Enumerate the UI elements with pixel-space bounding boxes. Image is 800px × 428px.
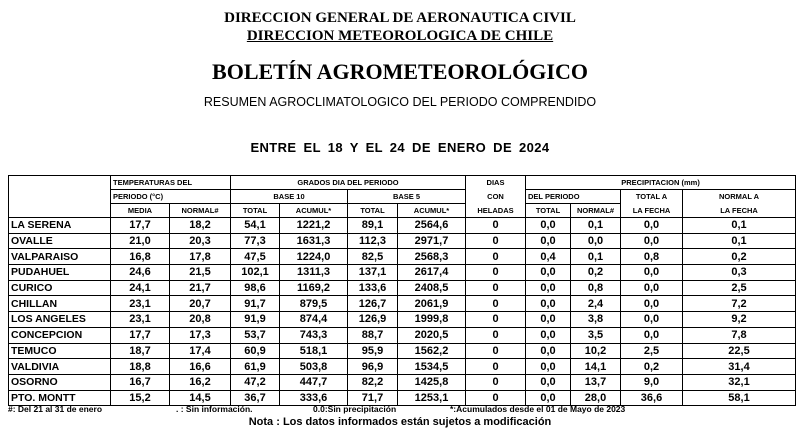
table-row [9,296,796,312]
table-cell: 2061,9 [398,296,466,312]
table-row [9,265,796,281]
table-cell: 1311,3 [280,265,348,281]
header-con: CON [466,190,526,204]
table-cell: 0,1 [683,233,796,249]
table-cell: 0,0 [526,280,571,296]
table-cell: 71,7 [348,390,398,406]
station-name: LOS ANGELES [9,312,111,328]
table-cell: 24,6 [111,265,170,281]
header-grados-dia: GRADOS DIA DEL PERIODO [231,176,466,190]
table-cell: 0,0 [526,312,571,328]
table-cell: 21,5 [170,265,231,281]
table-cell: 10,2 [571,343,621,359]
table-cell: 20,8 [170,312,231,328]
col-total-precip: TOTAL [526,204,571,218]
table-cell: 2617,4 [398,265,466,281]
table-cell: 3,8 [571,312,621,328]
table-cell: 0,4 [526,249,571,265]
table-cell: 102,1 [231,265,280,281]
table-cell: 1999,8 [398,312,466,328]
table-cell: 503,8 [280,359,348,375]
table-row [9,218,796,234]
agroclimate-table [8,175,796,406]
table-cell: 2,5 [683,280,796,296]
table-cell: 14,5 [170,390,231,406]
table-cell: 58,1 [683,390,796,406]
table-cell: 16,6 [170,359,231,375]
table-cell: 0,3 [683,265,796,281]
table-cell: 112,3 [348,233,398,249]
table-row [9,374,796,390]
table-cell: 0 [466,249,526,265]
table-cell: 53,7 [231,327,280,343]
table-row [9,233,796,249]
table-cell: 16,8 [111,249,170,265]
station-name: VALPARAISO [9,249,111,265]
table-cell: 2564,6 [398,218,466,234]
table-cell: 17,7 [111,327,170,343]
table-cell: 21,7 [170,280,231,296]
table-cell: 96,9 [348,359,398,375]
footer-nota: Nota : Los datos informados están sujetos a modificación [248,416,552,428]
table-cell: 126,7 [348,296,398,312]
table-cell: 7,8 [683,327,796,343]
table-row [9,390,796,406]
table-cell: 82,2 [348,374,398,390]
table-cell: 89,1 [348,218,398,234]
table-cell: 28,0 [571,390,621,406]
table-cell: 0,0 [621,265,683,281]
table-cell: 133,6 [348,280,398,296]
bulletin-title: BOLETÍN AGROMETEOROLÓGICO [212,59,588,84]
table-cell: 47,5 [231,249,280,265]
station-name: PTO. MONTT [9,390,111,406]
table-cell: 0 [466,390,526,406]
header-temperaturas: TEMPERATURAS DEL [111,176,231,190]
table-row [9,249,796,265]
station-name: VALDIVIA [9,359,111,375]
header-del-periodo: DEL PERIODO [526,190,621,204]
table-cell: 20,3 [170,233,231,249]
table-cell: 15,2 [111,390,170,406]
table-cell: 2408,5 [398,280,466,296]
table-cell: 95,9 [348,343,398,359]
table-cell: 0,0 [621,296,683,312]
table-cell: 0,0 [621,312,683,328]
table-row [9,280,796,296]
table-cell: 447,7 [280,374,348,390]
table-cell: 31,4 [683,359,796,375]
table-cell: 18,8 [111,359,170,375]
table-cell: 0 [466,265,526,281]
table-cell: 22,5 [683,343,796,359]
table-cell: 24,1 [111,280,170,296]
station-name: CONCEPCION [9,327,111,343]
station-name: PUDAHUEL [9,265,111,281]
table-cell: 0 [466,359,526,375]
table-body [9,218,796,406]
table-cell: 0,2 [571,265,621,281]
table-cell: 47,2 [231,374,280,390]
table-cell: 0,0 [621,233,683,249]
legend-dot: . : Sin información. [176,404,253,414]
table-cell: 16,2 [170,374,231,390]
table-cell: 0,0 [526,233,571,249]
table-cell: 16,7 [111,374,170,390]
table-cell: 0,1 [571,218,621,234]
table-cell: 0,0 [526,374,571,390]
header-line-1: DIRECCION GENERAL DE AERONAUTICA CIVIL [224,10,576,26]
table-row [9,312,796,328]
table-cell: 0,0 [526,343,571,359]
table-cell: 0,0 [621,218,683,234]
col-normal: NORMAL# [170,204,231,218]
table-cell: 0,0 [621,327,683,343]
header-blank [9,176,111,190]
table-cell: 13,7 [571,374,621,390]
table-cell: 874,4 [280,312,348,328]
table-cell: 0,1 [571,249,621,265]
table-row [9,327,796,343]
table-cell: 0 [466,280,526,296]
header-dias: DIAS [466,176,526,190]
table-cell: 17,3 [170,327,231,343]
table-cell: 1224,0 [280,249,348,265]
table-cell: 0 [466,296,526,312]
table-cell: 0,2 [621,359,683,375]
table-cell: 17,7 [111,218,170,234]
table-cell: 0,0 [526,359,571,375]
table-cell: 3,5 [571,327,621,343]
table-cell: 88,7 [348,327,398,343]
header-total-a: TOTAL A [621,190,683,204]
col-total-b10: TOTAL [231,204,280,218]
legend-zero: 0.0:Sin precipitación [313,404,397,414]
station-name: CURICO [9,280,111,296]
table-cell: 1562,2 [398,343,466,359]
table-cell: 82,5 [348,249,398,265]
header-base-5: BASE 5 [348,190,466,204]
table-cell: 91,9 [231,312,280,328]
header-blank [9,190,111,204]
table-cell: 518,1 [280,343,348,359]
bulletin-subtitle: RESUMEN AGROCLIMATOLOGICO DEL PERIODO COMPRENDIDO [203,95,597,109]
table-cell: 9,2 [683,312,796,328]
table-cell: 137,1 [348,265,398,281]
table-cell: 333,6 [280,390,348,406]
table-cell: 14,1 [571,359,621,375]
header-blank [9,204,111,218]
period-range: ENTRE EL 18 Y EL 24 DE ENERO DE 2024 [250,140,550,155]
table-cell: 32,1 [683,374,796,390]
table-cell: 0,0 [526,296,571,312]
table-cell: 36,7 [231,390,280,406]
table-cell: 0 [466,374,526,390]
table-cell: 0 [466,327,526,343]
table-cell: 0,0 [621,280,683,296]
table-cell: 21,0 [111,233,170,249]
table-cell: 2,4 [571,296,621,312]
table-cell: 0,0 [526,327,571,343]
table-cell: 1253,1 [398,390,466,406]
table-cell: 1631,3 [280,233,348,249]
col-normal-a-fecha: LA FECHA [683,204,796,218]
table-cell: 9,0 [621,374,683,390]
col-total-b5: TOTAL [348,204,398,218]
station-name: LA SERENA [9,218,111,234]
table-cell: 0,8 [621,249,683,265]
table-row [9,343,796,359]
table-cell: 0 [466,233,526,249]
header-normal-a: NORMAL A [683,190,796,204]
table-cell: 20,7 [170,296,231,312]
table-cell: 0,8 [571,280,621,296]
station-name: TEMUCO [9,343,111,359]
table-cell: 126,9 [348,312,398,328]
table-cell: 7,2 [683,296,796,312]
table-cell: 23,1 [111,296,170,312]
table-cell: 91,7 [231,296,280,312]
col-acumul-b5: ACUMUL* [398,204,466,218]
table-cell: 0,0 [526,218,571,234]
table-cell: 61,9 [231,359,280,375]
table-cell: 0,0 [526,265,571,281]
header-base-10: BASE 10 [231,190,348,204]
col-acumul-b10: ACUMUL* [280,204,348,218]
table-cell: 77,3 [231,233,280,249]
table-cell: 0,0 [526,390,571,406]
header-periodo-c: PERIODO (°C) [111,190,231,204]
table-cell: 1221,2 [280,218,348,234]
table-cell: 0 [466,343,526,359]
table-cell: 1425,8 [398,374,466,390]
table-cell: 0,0 [571,233,621,249]
col-normal-precip: NORMAL# [571,204,621,218]
table-cell: 54,1 [231,218,280,234]
table-cell: 0 [466,312,526,328]
station-name: OSORNO [9,374,111,390]
col-media: MEDIA [111,204,170,218]
table-header [9,176,796,218]
header-precipitacion: PRECIPITACION (mm) [526,176,796,190]
col-heladas: HELADAS [466,204,526,218]
header-line-2: DIRECCION METEOROLOGICA DE CHILE [246,28,554,44]
table-cell: 2971,7 [398,233,466,249]
table-cell: 0 [466,218,526,234]
legend-star: *:Acumulados desde el 01 de Mayo de 2023 [450,404,626,414]
station-name: OVALLE [9,233,111,249]
table-cell: 60,9 [231,343,280,359]
table-cell: 36,6 [621,390,683,406]
table-cell: 1169,2 [280,280,348,296]
table-cell: 98,6 [231,280,280,296]
table-cell: 0,2 [683,249,796,265]
table-cell: 17,8 [170,249,231,265]
station-name: CHILLAN [9,296,111,312]
table-cell: 879,5 [280,296,348,312]
table-row [9,359,796,375]
table-cell: 743,3 [280,327,348,343]
table-cell: 2568,3 [398,249,466,265]
table-cell: 23,1 [111,312,170,328]
legend-hash: #: Del 21 al 31 de enero [8,404,103,414]
table-cell: 0,1 [683,218,796,234]
table-cell: 2020,5 [398,327,466,343]
table-cell: 2,5 [621,343,683,359]
table-cell: 18,2 [170,218,231,234]
table-cell: 18,7 [111,343,170,359]
col-total-a-fecha: LA FECHA [621,204,683,218]
table-cell: 17,4 [170,343,231,359]
table-cell: 1534,5 [398,359,466,375]
